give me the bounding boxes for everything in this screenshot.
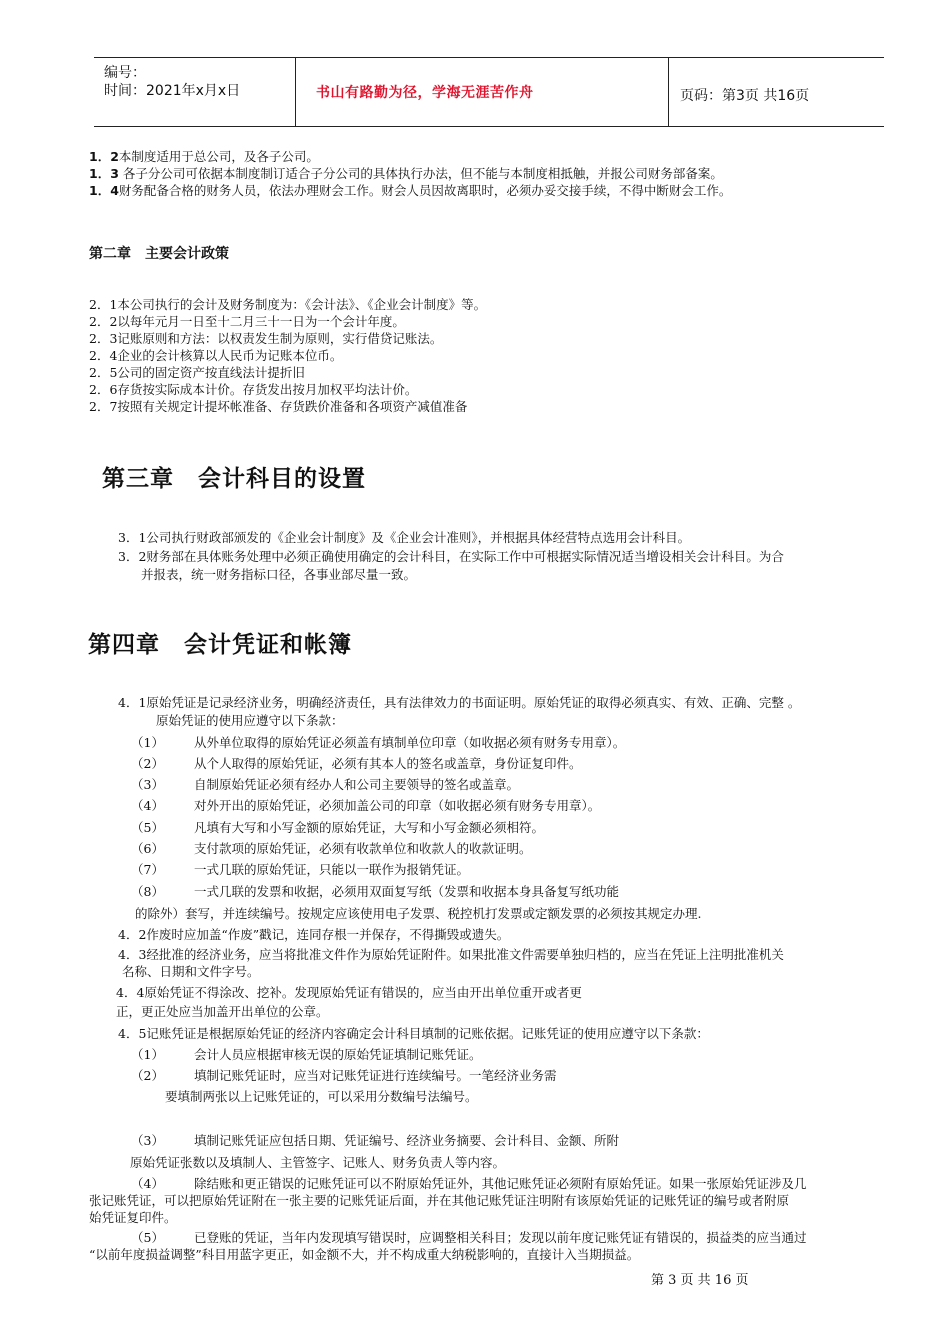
sub-item xyxy=(131,1176,806,1192)
sub-item-number: （7） xyxy=(131,862,164,877)
sub-item-number: （8） xyxy=(131,884,164,899)
sub-item-number: （5） xyxy=(131,820,164,835)
time-label: 时间：2021年x月x日 xyxy=(104,83,241,99)
clause-4-5: 4．5记账凭证是根据原始凭证的经济内容确定会计科目填制的记账依据。记账凭证的使用应遵守以下条款： xyxy=(118,1026,709,1041)
sub-item xyxy=(131,735,625,751)
clause-4-1: 4．1原始凭证是记录经济业务，明确经济责任，具有法律效力的书面证明。原始凭证的取得必须真实、有效、正确、完整 。 xyxy=(118,695,801,710)
header-divider xyxy=(668,58,669,126)
chapter-4-title: 第四章 会计凭证和帐簿 xyxy=(88,632,352,658)
sub-item xyxy=(131,756,581,772)
sub-item-cont: 的除外）套写，并连续编号。按规定应该使用电子发票、税控机打发票或定额发票的必须按其规定办理. xyxy=(135,906,702,921)
clause-4-2: 4．2作废时应加盖“作废”戳记，连同存根一并保存，不得撕毁或遗失。 xyxy=(118,927,510,942)
chapter-3-title: 第三章 会计科目的设置 xyxy=(102,466,366,492)
sub-item xyxy=(131,884,619,900)
sub-item-number: （1） xyxy=(131,735,164,750)
sub-item-number: （4） xyxy=(131,798,164,813)
sub-item-number: （3） xyxy=(131,1133,164,1148)
clause-number: 1．2 xyxy=(89,149,119,164)
sub-item-text: 填制记账凭证应包括日期、凭证编号、经济业务摘要、会计科目、金额、所附 xyxy=(193,1133,619,1148)
sub-item xyxy=(131,1133,619,1149)
sub-item-text: 从外单位取得的原始凭证必须盖有填制单位印章（如收据必须有财务专用章）。 xyxy=(193,735,626,750)
clause-2-2: 2．2以每年元月一日至十二月三十一日为一个会计年度。 xyxy=(89,314,405,329)
sub-item xyxy=(131,862,469,878)
clause-number: 1．4 xyxy=(89,183,119,198)
clause-4-3: 4．3经批准的经济业务，应当将批准文件作为原始凭证附件。如果批准文件需要单独归档的，应当在凭证上注明批准机关 xyxy=(118,947,784,962)
sub-item-number: （3） xyxy=(131,777,164,792)
sub-item-text: 从个人取得的原始凭证，必须有其本人的签名或盖章，身份证复印件。 xyxy=(193,756,582,771)
clause-2-3: 2．3记账原则和方法：以权责发生制为原则，实行借贷记账法。 xyxy=(89,331,443,346)
sub-item-text: 凡填有大写和小写金额的原始凭证，大写和小写金额必须相符。 xyxy=(193,820,544,835)
sub-item xyxy=(131,777,519,793)
sub-item-text: 一式几联的原始凭证，只能以一联作为报销凭证。 xyxy=(193,862,469,877)
sub-item-number: （4） xyxy=(131,1176,164,1191)
sub-item-text: 对外开出的原始凭证，必须加盖公司的印章（如收据必须有财务专用章）。 xyxy=(193,798,601,813)
sub-item-text: 一式几联的发票和收据，必须用双面复写纸（发票和收据本身具备复写纸功能 xyxy=(193,884,619,899)
clause-2-7: 2．7按照有关规定计提坏帐准备、存货跌价准备和各项资产减值准备 xyxy=(89,399,468,414)
sub-item-text: 填制记账凭证时，应当对记账凭证进行连续编号。一笔经济业务需 xyxy=(193,1068,557,1083)
sub-item-number: （2） xyxy=(131,756,164,771)
sub-item-number: （6） xyxy=(131,841,164,856)
sub-item-number: （5） xyxy=(131,1230,164,1245)
sub-item-number: （2） xyxy=(131,1068,164,1083)
clause-1-2 xyxy=(89,149,319,165)
header-divider xyxy=(295,58,296,126)
page-info: 页码：第3页 共16页 xyxy=(680,88,810,104)
clause-text: 各子分公司可依据本制度制订适合子分公司的具体执行办法，但不能与本制度相抵触，并报公司财务部备案。 xyxy=(122,166,723,181)
sub-item-cont: 张记账凭证，可以把原始凭证附在一张主要的记账凭证后面，并在其他记账凭证注明附有该原始凭证的记账凭证的编号或者附原 xyxy=(89,1193,790,1208)
clause-1-3 xyxy=(89,166,723,182)
clause-1-4 xyxy=(89,183,731,199)
clause-4-3-cont: 名称、日期和文件字号。 xyxy=(122,964,260,979)
sub-item-text: 会计人员应根据审核无误的原始凭证填制记账凭证。 xyxy=(193,1047,482,1062)
sub-item xyxy=(131,798,600,814)
clause-4-1-cont: 原始凭证的使用应遵守以下条款： xyxy=(156,713,344,728)
sub-item-number: （1） xyxy=(131,1047,164,1062)
header-motto: 书山有路勤为径，学海无涯苦作舟 xyxy=(316,85,534,101)
clause-4-4: 4．4原始凭证不得涂改、挖补。发现原始凭证有错误的，应当由开出单位重开或者更 xyxy=(116,985,582,1000)
sub-item-text: 除结账和更正错误的记账凭证可以不附原始凭证外，其他记账凭证必须附有原始凭证。如果一张原始凭证涉及几 xyxy=(193,1176,807,1191)
clause-2-5: 2．5公司的固定资产按直线法计提折旧 xyxy=(89,365,305,380)
sub-item-cont: “以前年度损益调整”科目用蓝字更正，如金额不大，并不构成重大纳税影响的，直接计入当期损益。 xyxy=(89,1247,640,1262)
clause-2-6: 2．6存货按实际成本计价。存货发出按月加权平均法计价。 xyxy=(89,382,418,397)
sub-item-cont: 要填制两张以上记账凭证的，可以采用分数编号法编号。 xyxy=(165,1089,478,1104)
clause-number: 1．3 xyxy=(89,166,119,181)
sub-item-cont: 原始凭证张数以及填制人、主管签字、记账人、财务负责人等内容。 xyxy=(130,1155,506,1170)
footer-page-number: 第 3 页 共 16 页 xyxy=(651,1273,749,1288)
clause-4-4-cont: 正，更正处应当加盖开出单位的公章。 xyxy=(116,1004,329,1019)
clause-3-2: 3．2财务部在具体账务处理中必须正确使用确定的会计科目，在实际工作中可根据实际情况适当增设相关会计科目。为合 xyxy=(118,549,784,564)
sub-item-text: 自制原始凭证必须有经办人和公司主要领导的签名或盖章。 xyxy=(193,777,519,792)
doc-number-label: 编号： xyxy=(104,65,146,81)
clause-2-1: 2．1本公司执行的会计及财务制度为：《会计法》、《企业会计制度》等。 xyxy=(89,297,487,312)
sub-item-cont: 始凭证复印件。 xyxy=(89,1210,177,1225)
clause-text: 财务配备合格的财务人员，依法办理财会工作。财会人员因故离职时，必须办妥交接手续，不得中断财会工作。 xyxy=(118,183,732,198)
sub-item xyxy=(131,820,544,836)
sub-item-text: 已登账的凭证，当年内发现填写错误时，应调整相关科目；发现以前年度记账凭证有错误的，损益类的应当通过 xyxy=(193,1230,807,1245)
clause-2-4: 2．4企业的会计核算以人民币为记账本位币。 xyxy=(89,348,343,363)
chapter-2-title: 第二章 主要会计政策 xyxy=(89,246,229,262)
clause-text: 本制度适用于总公司，及各子公司。 xyxy=(118,149,319,164)
page-header xyxy=(94,57,884,127)
clause-3-2-cont: 并报表，统一财务指标口径，各事业部尽量一致。 xyxy=(141,567,417,582)
sub-item xyxy=(131,1068,556,1084)
sub-item xyxy=(131,841,531,857)
sub-item-text: 支付款项的原始凭证，必须有收款单位和收款人的收款证明。 xyxy=(193,841,532,856)
clause-3-1: 3．1公司执行财政部颁发的《企业会计制度》及《企业会计准则》，并根据具体经营特点选用会计科目。 xyxy=(118,530,691,545)
sub-item xyxy=(131,1047,481,1063)
sub-item xyxy=(131,1230,806,1246)
